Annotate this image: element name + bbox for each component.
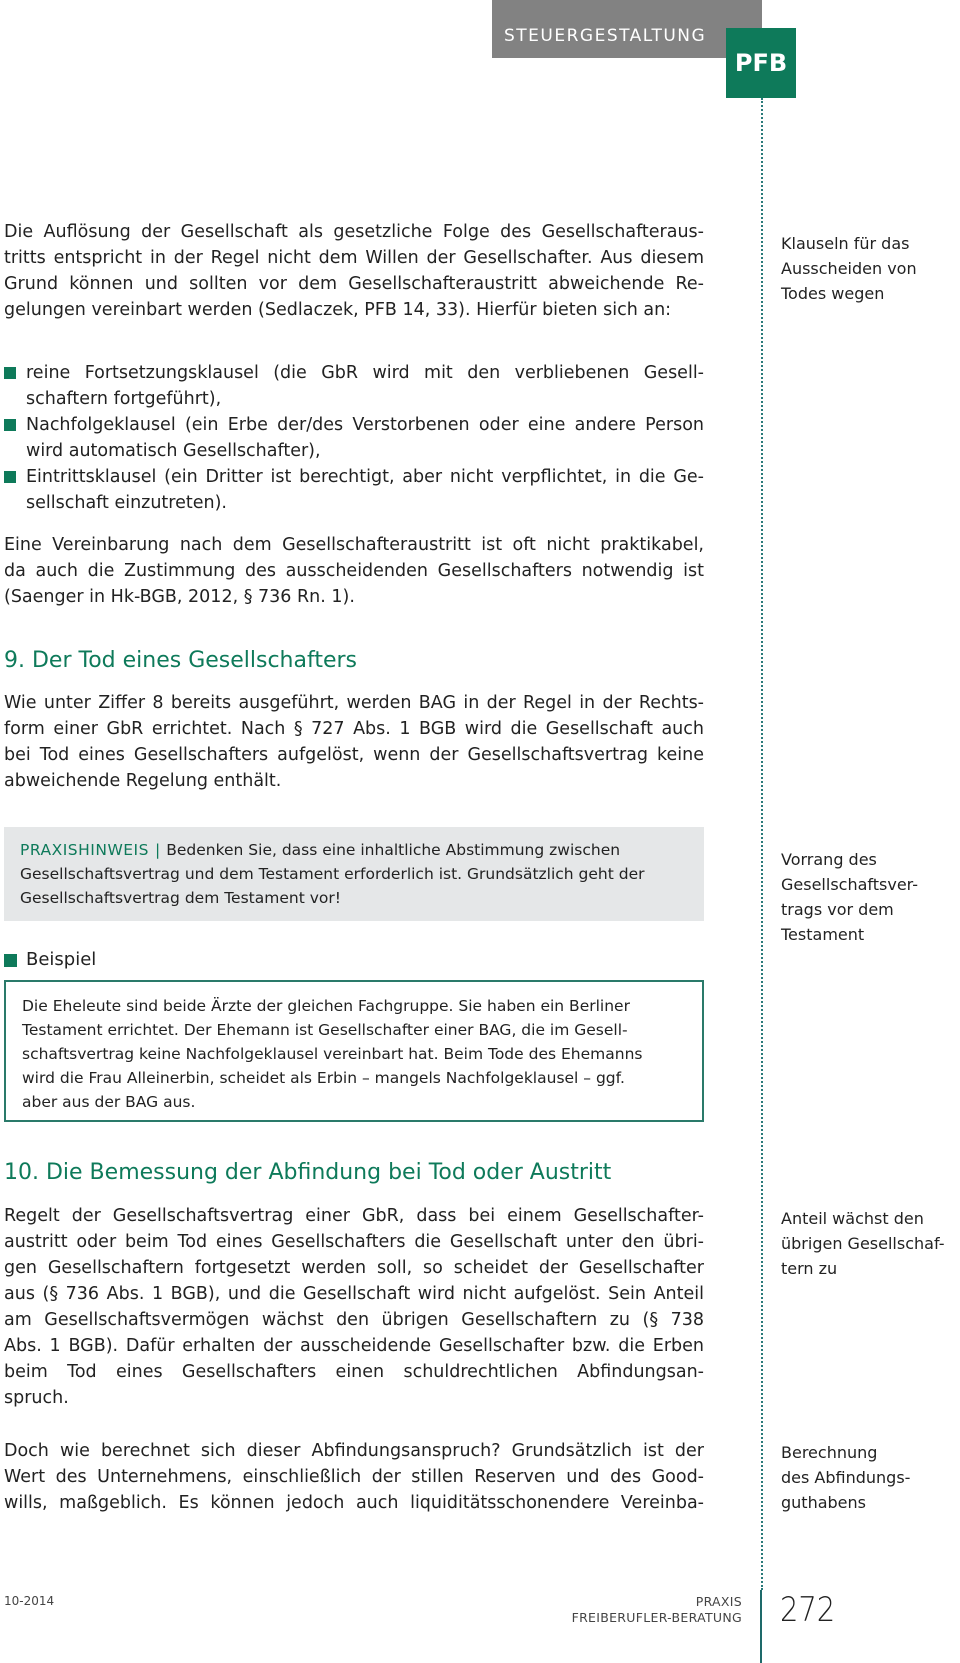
text-line: form einer GbR errichtet. Nach § 727 Abs. 1 BGB wird die Gesellschaft auch bbox=[4, 719, 704, 739]
text-line: abweichende Regelung enthält. bbox=[4, 771, 282, 791]
text-line: Abs. 1 BGB). Dafür erhalten der ausscheidende Gesellschafter bzw. die Erben bbox=[4, 1336, 704, 1356]
text-line: beim Tod eines Gesellschafters einen schuldrechtlichen Abfindungsan- bbox=[4, 1362, 704, 1382]
margin-note-line: Berechnung bbox=[781, 1443, 878, 1462]
margin-note-line: Vorrang des bbox=[781, 850, 877, 869]
square-bullet-icon bbox=[4, 367, 16, 379]
text-line: da auch die Zustimmung des ausscheidenden Gesellschafters notwendig ist bbox=[4, 561, 704, 581]
text-line: Eine Vereinbarung nach dem Gesellschafteraustritt ist oft nicht praktikabel, bbox=[4, 535, 704, 555]
column-divider-solid bbox=[760, 1590, 762, 1663]
text-line: Regelt der Gesellschaftsvertrag einer GbR, dass bei einem Gesellschafter- bbox=[4, 1206, 704, 1226]
square-bullet-icon bbox=[4, 954, 17, 967]
margin-note-line: des Abfindungs- bbox=[781, 1468, 911, 1487]
section-10-paragraph-2 bbox=[4, 1438, 704, 1516]
practice-hint-label: PRAXISHINWEIS bbox=[20, 841, 149, 859]
text-line: Die Auflösung der Gesellschaft als gesetzliche Folge des Gesellschafteraus- bbox=[4, 222, 704, 242]
pfb-logo: PFB bbox=[726, 28, 796, 98]
practice-hint-text: Gesellschaftsvertrag und dem Testament erforderlich ist. Grundsätzlich geht der bbox=[20, 865, 645, 883]
list-item bbox=[4, 412, 704, 464]
practice-hint-box bbox=[4, 827, 704, 921]
text-line: bei Tod eines Gesellschafters aufgelöst, wenn der Gesellschaftsvertrag keine bbox=[4, 745, 704, 765]
text-line: aus (§ 736 Abs. 1 BGB), und die Gesellschaft wird nicht aufgelöst. Sein Anteil bbox=[4, 1284, 704, 1304]
text-line: wird die Frau Alleinerbin, scheidet als Erbin – mangels Nachfolgeklausel – ggf. bbox=[22, 1069, 625, 1087]
margin-note-line: Anteil wächst den bbox=[781, 1209, 924, 1228]
margin-note-line: Gesellschaftsver- bbox=[781, 875, 918, 894]
margin-note-line: trags vor dem bbox=[781, 900, 894, 919]
text-line: gen Gesellschaftern fortgesetzt werden soll, so scheidet der Gesellschafter bbox=[4, 1258, 704, 1278]
margin-note-klauseln bbox=[781, 231, 960, 306]
text-line: Nachfolgeklausel (ein Erbe der/des Verstorbenen oder eine andere Person bbox=[26, 415, 704, 435]
footer-issue-date: 10-2014 bbox=[4, 1594, 55, 1608]
page-number: 272 bbox=[780, 1590, 836, 1630]
practice-hint-separator: | bbox=[154, 841, 161, 859]
text-line: gelungen vereinbart werden (Sedlaczek, PFB 14, 33). Hierfür bieten sich an: bbox=[4, 300, 672, 320]
text-line: wills, maßgeblich. Es können jedoch auch liquiditätsschonendere Vereinba- bbox=[4, 1493, 704, 1513]
publication-line: PRAXIS bbox=[695, 1594, 742, 1609]
text-line: spruch. bbox=[4, 1388, 69, 1408]
margin-note-line: tern zu bbox=[781, 1259, 838, 1278]
margin-note-line: Klauseln für das bbox=[781, 234, 910, 253]
margin-note-line: Ausscheiden von bbox=[781, 259, 917, 278]
text-line: Doch wie berechnet sich dieser Abfindungsanspruch? Grundsätzlich ist der bbox=[4, 1441, 704, 1461]
text-line: Wie unter Ziffer 8 bereits ausgeführt, werden BAG in der Regel in der Rechts- bbox=[4, 693, 704, 713]
section-9-heading: 9. Der Tod eines Gesellschafters bbox=[4, 648, 358, 673]
text-line: Grund können und sollten vor dem Gesellschafteraustritt abweichende Re- bbox=[4, 274, 704, 294]
text-line: aber aus der BAG aus. bbox=[22, 1093, 196, 1111]
text-line: sellschaft einzutreten). bbox=[26, 493, 227, 513]
text-line: tritts entspricht in der Regel nicht dem Willen der Gesellschafter. Aus diesem bbox=[4, 248, 704, 268]
section-9-paragraph bbox=[4, 690, 704, 794]
example-title-text: Beispiel bbox=[26, 949, 97, 970]
margin-note-anteil bbox=[781, 1206, 960, 1281]
text-line: reine Fortsetzungsklausel (die GbR wird mit den verbliebenen Gesell- bbox=[26, 363, 704, 383]
section-10-paragraph-1 bbox=[4, 1203, 704, 1411]
text-line: (Saenger in Hk-BGB, 2012, § 736 Rn. 1). bbox=[4, 587, 355, 607]
margin-note-line: guthabens bbox=[781, 1493, 866, 1512]
square-bullet-icon bbox=[4, 419, 16, 431]
column-divider-dotted bbox=[761, 98, 763, 1590]
square-bullet-icon bbox=[4, 471, 16, 483]
text-line: Eintrittsklausel (ein Dritter ist berechtigt, aber nicht verpflichtet, in die Ge- bbox=[26, 467, 704, 487]
publication-line: FREIBERUFLER-BERATUNG bbox=[571, 1610, 742, 1625]
margin-note-vorrang bbox=[781, 847, 960, 947]
text-line: Die Eheleute sind beide Ärzte der gleichen Fachgruppe. Sie haben ein Berliner bbox=[22, 997, 630, 1015]
text-line: schaftern fortgeführt), bbox=[26, 389, 222, 409]
section-10-heading: 10. Die Bemessung der Abfindung bei Tod oder Austritt bbox=[4, 1160, 612, 1185]
text-line: schaftsvertrag keine Nachfolgeklausel vereinbart hat. Beim Tode des Ehemanns bbox=[22, 1045, 643, 1063]
practice-hint-text: Gesellschaftsvertrag dem Testament vor! bbox=[20, 889, 341, 907]
practice-hint-text: Bedenken Sie, dass eine inhaltliche Abstimmung zwischen bbox=[166, 841, 621, 859]
text-line: am Gesellschaftsvermögen wächst den übrigen Gesellschaftern zu (§ 738 bbox=[4, 1310, 704, 1330]
margin-note-line: übrigen Gesellschaf- bbox=[781, 1234, 945, 1253]
text-line: wird automatisch Gesellschafter), bbox=[26, 441, 321, 461]
text-line: Wert des Unternehmens, einschließlich der stillen Reserven und des Good- bbox=[4, 1467, 704, 1487]
intro-paragraph bbox=[4, 219, 704, 323]
list-item bbox=[4, 464, 704, 516]
text-line: Testament errichtet. Der Ehemann ist Gesellschafter einer BAG, die im Gesell- bbox=[22, 1021, 628, 1039]
example-title bbox=[4, 947, 96, 973]
clause-list bbox=[4, 360, 704, 516]
example-box bbox=[4, 980, 704, 1122]
margin-note-line: Todes wegen bbox=[781, 284, 885, 303]
margin-note-line: Testament bbox=[781, 925, 865, 944]
agreement-paragraph bbox=[4, 532, 704, 610]
margin-note-berechnung bbox=[781, 1440, 960, 1515]
text-line: austritt oder beim Tod eines Gesellschafters die Gesellschaft unter den übri- bbox=[4, 1232, 704, 1252]
section-label: STEUERGESTALTUNG bbox=[504, 26, 707, 46]
list-item bbox=[4, 360, 704, 412]
footer-publication bbox=[540, 1594, 742, 1626]
